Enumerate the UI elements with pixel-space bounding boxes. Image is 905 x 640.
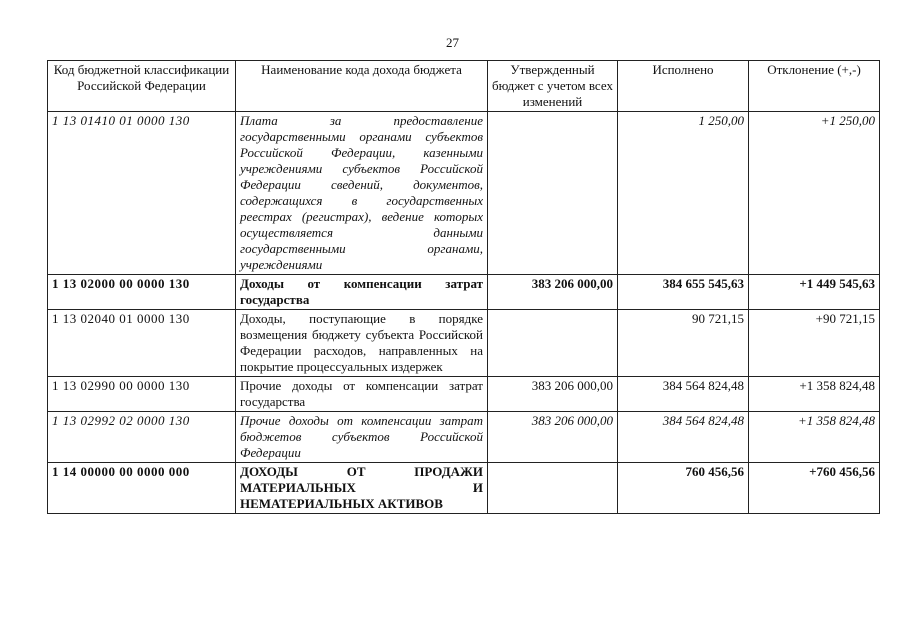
executed-cell: 384 655 545,63 <box>618 275 749 310</box>
table-row <box>48 377 880 412</box>
executed-cell: 90 721,15 <box>618 310 749 377</box>
executed-cell: 384 564 824,48 <box>618 412 749 463</box>
header-executed: Исполнено <box>618 61 749 112</box>
executed-cell: 384 564 824,48 <box>618 377 749 412</box>
executed-cell: 760 456,56 <box>618 463 749 514</box>
table-row <box>48 275 880 310</box>
table-row <box>48 310 880 377</box>
table-row <box>48 463 880 514</box>
table-body <box>48 112 880 514</box>
budget-revenue-table <box>47 60 880 514</box>
page-number: 27 <box>446 35 459 50</box>
deviation-cell: +1 250,00 <box>749 112 880 275</box>
deviation-cell: +1 358 824,48 <box>749 412 880 463</box>
header-code: Код бюджетной классификации Российской Федерации <box>48 61 236 112</box>
deviation-cell: +90 721,15 <box>749 310 880 377</box>
deviation-cell: +760 456,56 <box>749 463 880 514</box>
code-cell: 1 14 00000 00 0000 000 <box>48 463 236 514</box>
name-cell: Плата за предоставление государственными органами субъектов Российской Федерации, казенными учреждениями субъектов Российской Федерации сведений, документов, содержащихся в государственных реестрах (регистрах), ведение которых осуществляется данными государственными органами, учреждениями <box>236 112 488 275</box>
table-header-row <box>48 61 880 112</box>
name-cell: Прочие доходы от компенсации затрат бюджетов субъектов Российской Федерации <box>236 412 488 463</box>
header-approved: Утвержденный бюджет с учетом всех изменений <box>488 61 618 112</box>
name-cell: Доходы от компенсации затрат государства <box>236 275 488 310</box>
approved-cell: 383 206 000,00 <box>488 412 618 463</box>
code-cell: 1 13 02040 01 0000 130 <box>48 310 236 377</box>
approved-cell: 383 206 000,00 <box>488 275 618 310</box>
name-cell: Прочие доходы от компенсации затрат государства <box>236 377 488 412</box>
executed-cell: 1 250,00 <box>618 112 749 275</box>
deviation-cell: +1 449 545,63 <box>749 275 880 310</box>
header-name: Наименование кода дохода бюджета <box>236 61 488 112</box>
table-row <box>48 112 880 275</box>
approved-cell <box>488 112 618 275</box>
name-cell: Доходы, поступающие в порядке возмещения бюджету субъекта Российской Федерации расходов, направленных на покрытие процессуальных издержек <box>236 310 488 377</box>
code-cell: 1 13 02000 00 0000 130 <box>48 275 236 310</box>
approved-cell: 383 206 000,00 <box>488 377 618 412</box>
code-cell: 1 13 01410 01 0000 130 <box>48 112 236 275</box>
code-cell: 1 13 02992 02 0000 130 <box>48 412 236 463</box>
code-cell: 1 13 02990 00 0000 130 <box>48 377 236 412</box>
name-cell: ДОХОДЫ ОТ ПРОДАЖИ МАТЕРИАЛЬНЫХ И НЕМАТЕРИАЛЬНЫХ АКТИВОВ <box>236 463 488 514</box>
deviation-cell: +1 358 824,48 <box>749 377 880 412</box>
header-deviation: Отклонение (+,-) <box>749 61 880 112</box>
table-row <box>48 412 880 463</box>
approved-cell <box>488 310 618 377</box>
approved-cell <box>488 463 618 514</box>
